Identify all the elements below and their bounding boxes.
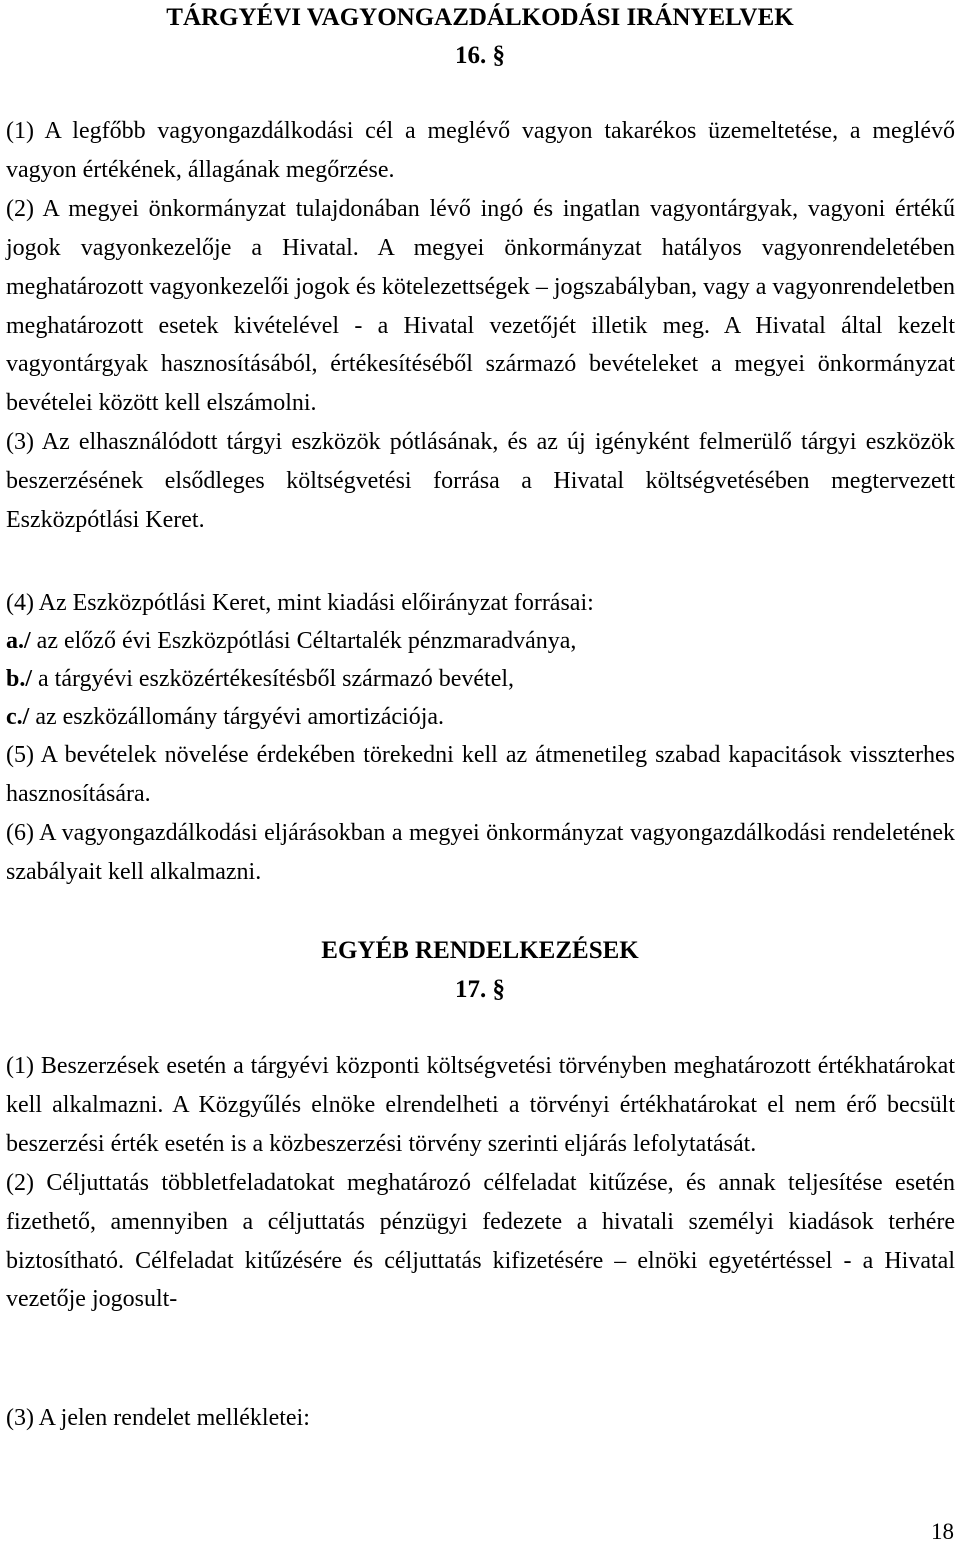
paragraph-16-6: (6) A vagyongazdálkodási eljárásokban a megyei önkormányzat vagyongazdálkodási rendeletének szabályait kell alkalmazni. — [6, 819, 955, 885]
paragraph-16-5: (5) A bevételek növelése érdekében törekedni kell az átmenetileg szabad kapacitások visszterhes hasznosítására. — [6, 742, 955, 807]
section-17-body — [6, 1047, 955, 1319]
paragraph-16-1: (1) A legfőbb vagyongazdálkodási cél a meglévő vagyon takarékos üzemeltetése, a meglévő vagyon értékének, állagának megőrzése. — [6, 118, 955, 183]
paragraph-16-3: (3) Az elhasználódott tárgyi eszközök pótlásának, és az új igényként felmerülő tárgyi eszközök beszerzésének elsődleges költségvetési forrása a Hivatal költségvetésében megtervezett Eszközpótlási Keret. — [6, 429, 955, 534]
paragraph-17-3: (3) A jelen rendelet mellékletei: — [6, 1405, 310, 1431]
paragraph-17-2: (2) Céljuttatás többletfeladatokat meghatározó célfeladat kitűzése, és annak teljesítése esetén fizethető, amennyiben a céljuttatás pénzügyi fedezete a hivatali személyi kiadások terhére biztosítható. Célfeladat kitűzésére és céljuttatás kifizetésére – elnöki egyetértéssel - a Hivatal vezetője jogosult- — [6, 1169, 955, 1313]
list-item — [6, 626, 576, 656]
list-item-label: c./ — [6, 704, 30, 730]
paragraph-16-2: (2) A megyei önkormányzat tulajdonában lévő ingó és ingatlan vagyontárgyak, vagyoni értékű jogok vagyonkezelője a Hivatal. A megyei önkormányzat hatályos vagyonrendeletében meghatározott vagyonkezelői jogok és kötelezettségek – jogszabályban, vagy a vagyonrendeletben meghatározott esetek kivételével - a Hivatal vezetőjét illetik meg. A Hivatal által kezelt vagyontárgyak hasznosításából, értékesítéséből származó bevételeket a megyei önkormányzat bevételei között kell elszámolni. — [6, 195, 955, 417]
list-item — [6, 664, 514, 694]
list-item-text: az előző évi Eszközpótlási Céltartalék pénzmaradványa, — [30, 628, 577, 654]
list-item-label: b./ — [6, 666, 33, 692]
section-17-number: 17. § — [455, 976, 505, 1003]
list-item — [6, 702, 444, 732]
paragraph-16-4: (4) Az Eszközpótlási Keret, mint kiadási előirányzat forrásai: — [6, 590, 594, 616]
list-item-text: az eszközállomány tárgyévi amortizációja. — [29, 704, 445, 730]
section-16-body-2 — [6, 736, 955, 892]
page-number: 18 — [931, 1519, 954, 1544]
section-16-number: 16. § — [455, 42, 505, 69]
paragraph-17-1: (1) Beszerzések esetén a tárgyévi központi költségvetési törvényben meghatározott értékhatárokat kell alkalmazni. A Közgyűlés elnöke elrendelheti a törvényi értékhatárokat el nem érő becsült beszerzési érték esetén is a közbeszerzési törvény szerinti eljárás lefolytatását. — [6, 1053, 955, 1157]
section-16-title: TÁRGYÉVI VAGYONGAZDÁLKODÁSI IRÁNYELVEK — [166, 4, 794, 31]
list-item-label: a./ — [6, 628, 31, 654]
section-16-body — [6, 112, 955, 540]
section-17-title: EGYÉB RENDELKEZÉSEK — [321, 937, 639, 964]
list-item-text: a tárgyévi eszközértékesítésből származó bevétel, — [32, 666, 515, 692]
